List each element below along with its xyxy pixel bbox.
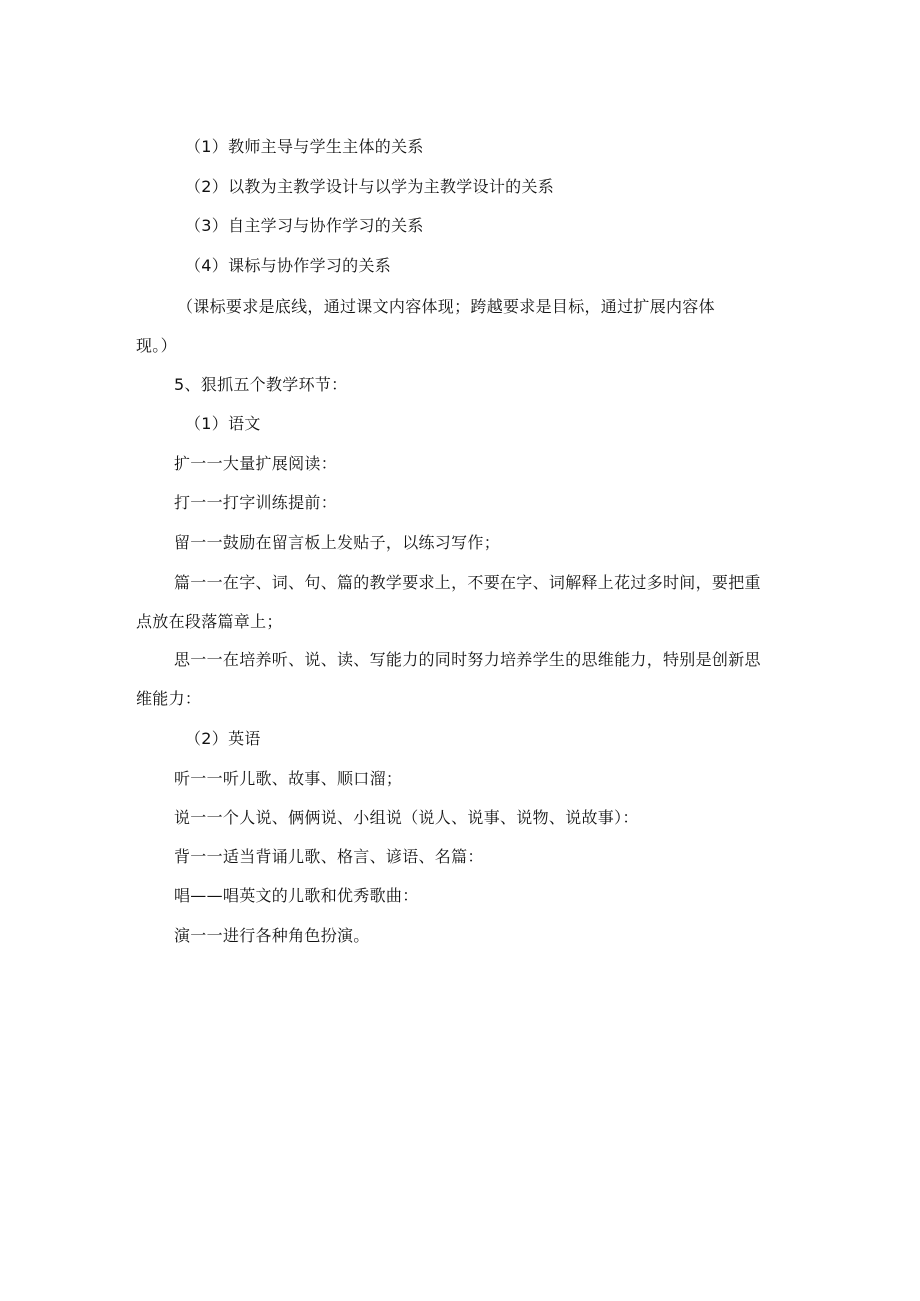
item-teaching-design-relation: （2）以教为主教学设计与以学为主教学设计的关系 bbox=[185, 177, 555, 196]
english-item-listen: 听一一听儿歌、故事、顺口溜； bbox=[174, 769, 403, 788]
chinese-item-thinking: 思一一在培养听、说、读、写能力的同时努力培养学生的思维能力，特别是创新思 bbox=[174, 650, 761, 669]
chinese-item-message-board: 留一一鼓励在留言板上发贴子，以练习写作； bbox=[174, 533, 501, 552]
english-item-sing: 唱——唱英文的儿歌和优秀歌曲： bbox=[174, 886, 419, 905]
item-teacher-student-relation: （1）教师主导与学生主体的关系 bbox=[185, 137, 424, 156]
chinese-item-paragraph-continued: 点放在段落篇章上； bbox=[136, 612, 283, 631]
english-item-recite: 背一一适当背诵儿歌、格言、谚语、名篇： bbox=[174, 847, 484, 866]
chinese-item-typing: 打一一打字训练提前： bbox=[174, 493, 338, 512]
item-curriculum-cooperative-relation: （4）课标与协作学习的关系 bbox=[185, 256, 392, 275]
subheading-english: （2）英语 bbox=[185, 729, 261, 748]
note-curriculum-requirements-continued: 现。） bbox=[136, 336, 177, 355]
chinese-item-expand: 扩一一大量扩展阅读： bbox=[174, 454, 338, 473]
english-item-act: 演一一进行各种角色扮演。 bbox=[174, 926, 370, 945]
subheading-chinese: （1）语文 bbox=[185, 414, 261, 433]
english-item-speak: 说一一个人说、俩俩说、小组说（说人、说事、说物、说故事）： bbox=[174, 808, 639, 827]
note-curriculum-requirements: （课标要求是底线，通过课文内容体现；跨越要求是目标，通过扩展内容体 bbox=[177, 297, 715, 316]
section-heading-five-links: 5、狠抓五个教学环节： bbox=[174, 375, 348, 394]
chinese-item-thinking-continued: 维能力： bbox=[136, 689, 202, 708]
item-autonomous-cooperative-relation: （3）自主学习与协作学习的关系 bbox=[185, 216, 424, 235]
chinese-item-paragraph: 篇一一在字、词、句、篇的教学要求上，不要在字、词解释上花过多时间，要把重 bbox=[174, 573, 761, 592]
